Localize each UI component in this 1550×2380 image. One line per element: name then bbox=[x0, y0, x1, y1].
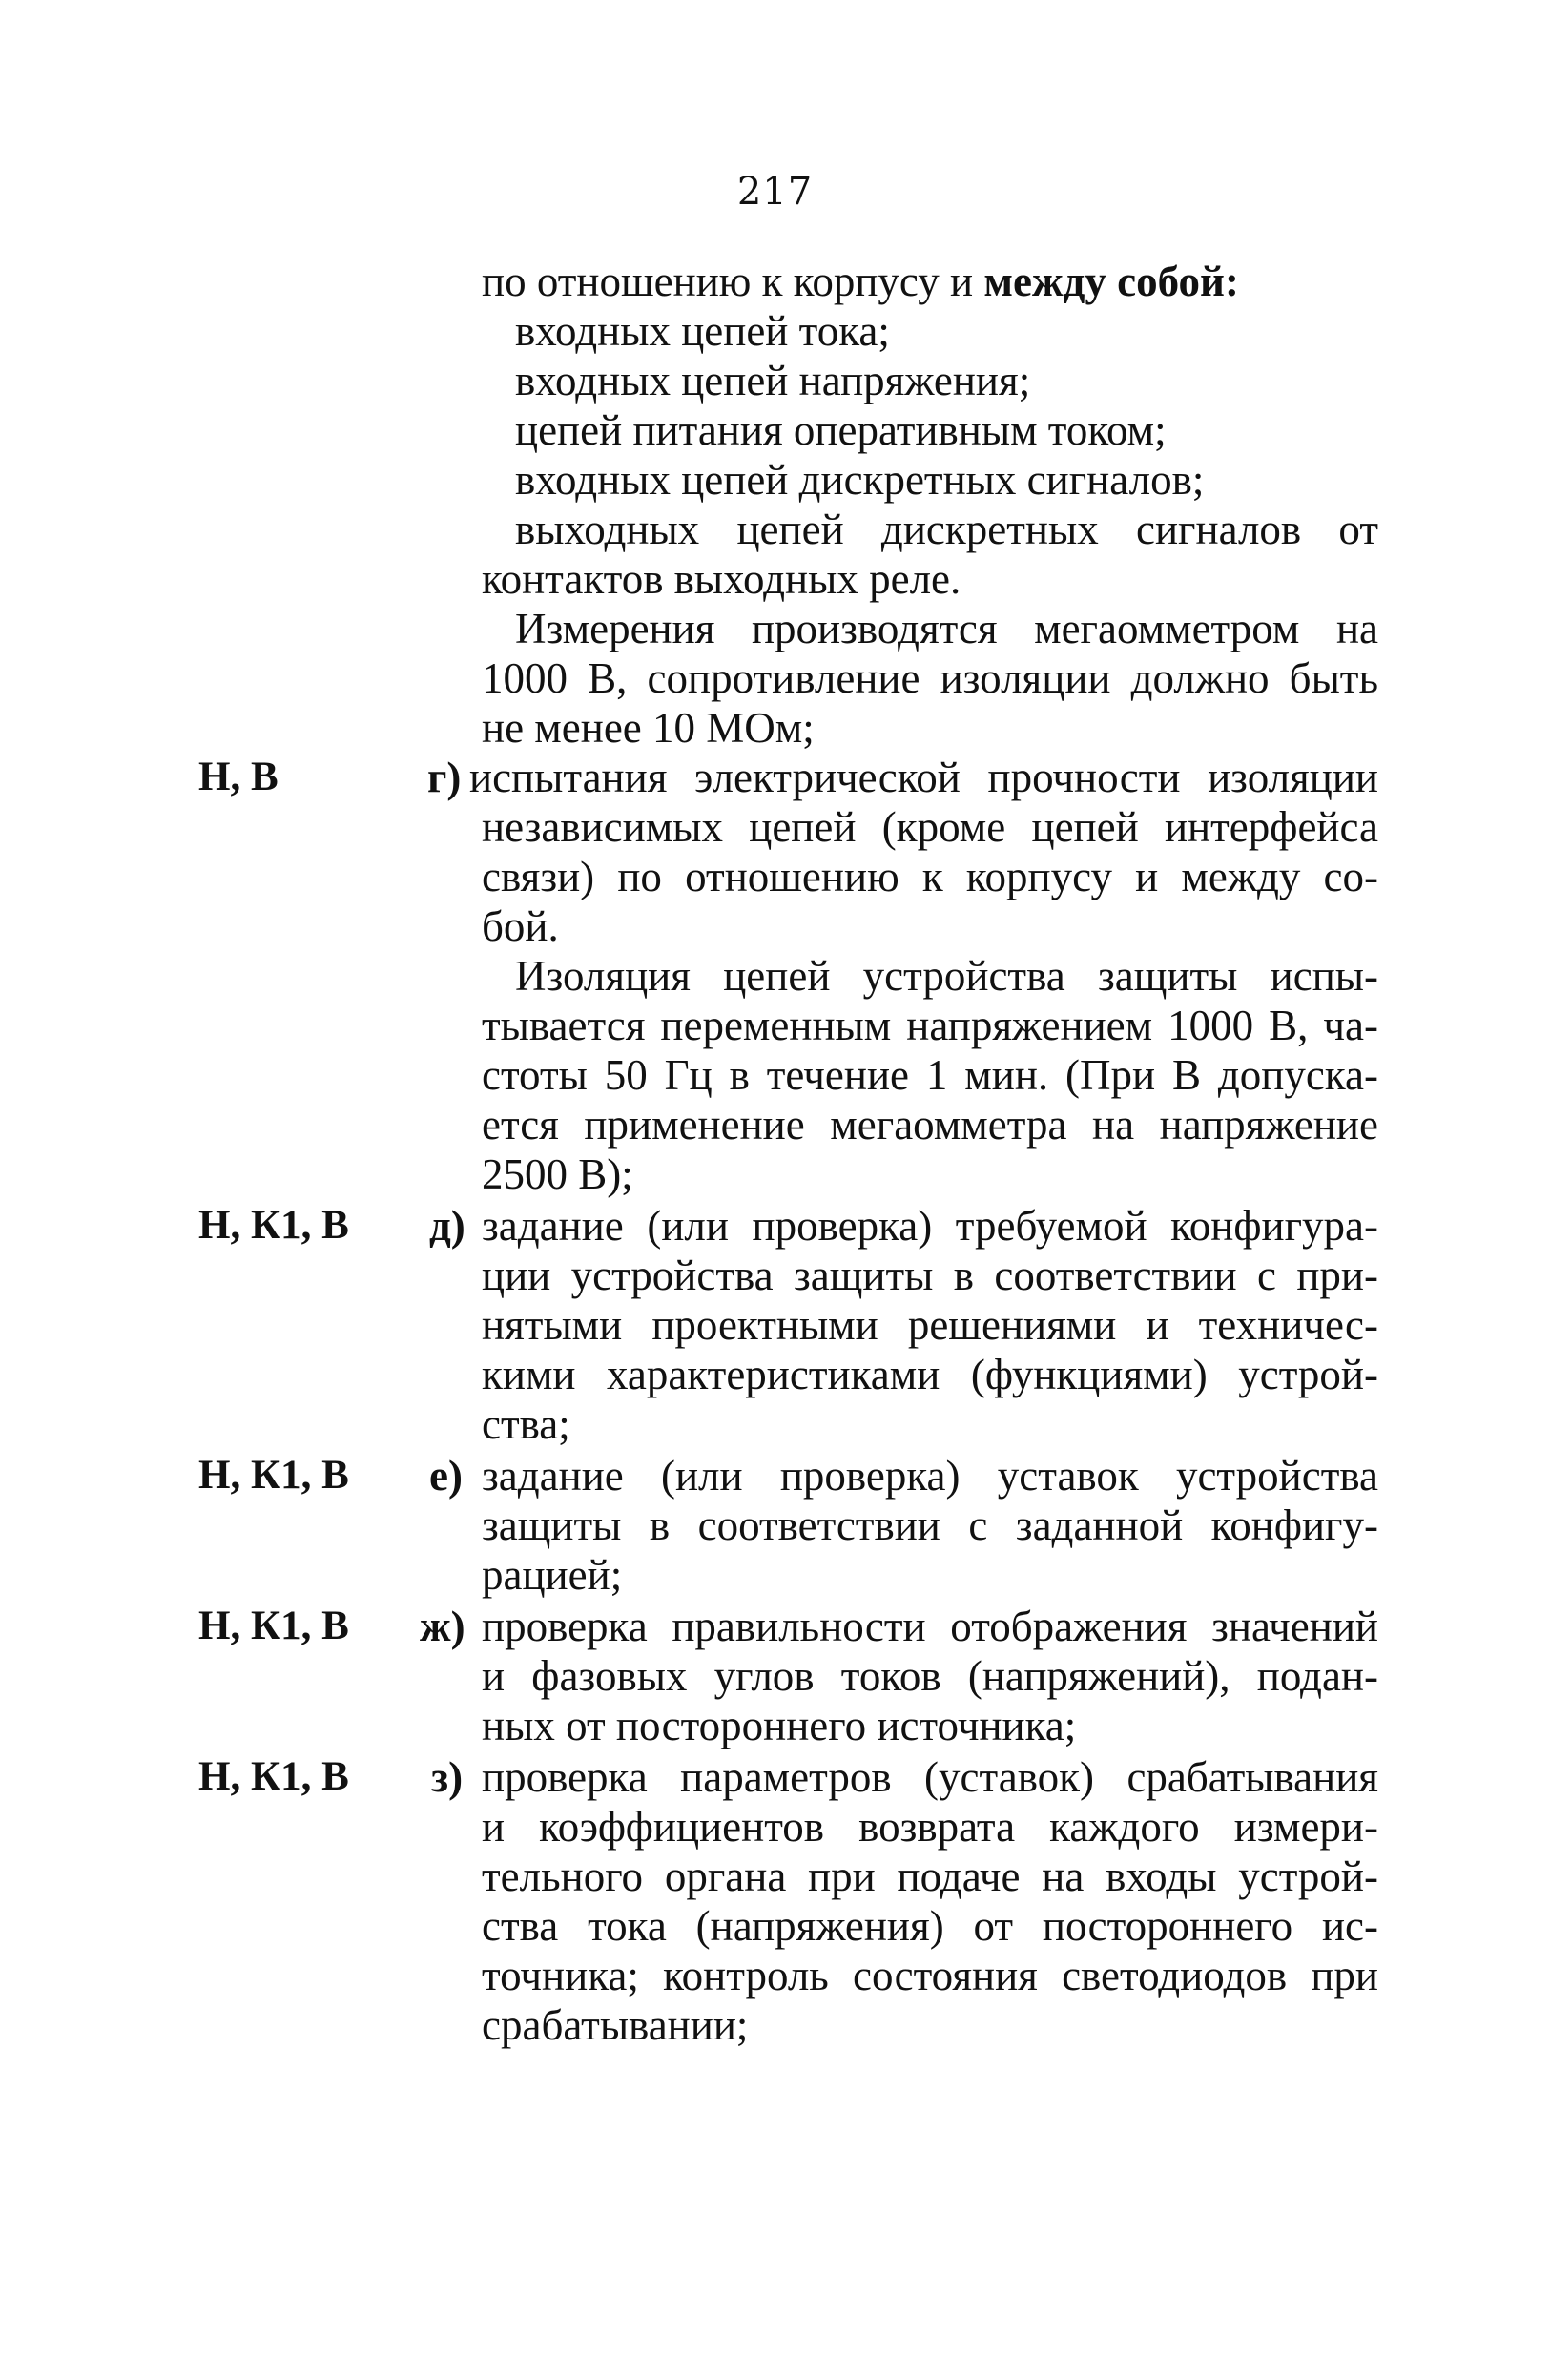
intro-line-1 bbox=[482, 258, 1239, 305]
item-line: проверка правильности отображения значений bbox=[482, 1603, 1378, 1650]
intro-para-line: Измерения производятся мегаомметром на bbox=[515, 605, 1378, 652]
intro-para-line: 1000 В, сопротивление изоляции должно быть bbox=[482, 654, 1378, 702]
page-number: 217 bbox=[736, 170, 814, 214]
item-marker: д) bbox=[429, 1202, 465, 1250]
item-line: задание (или проверка) уставок устройства bbox=[482, 1452, 1378, 1500]
item-line: защиты в соответствии с заданной конфигу- bbox=[482, 1501, 1378, 1549]
item-para-line: тывается переменным напряжением 1000 В, ча- bbox=[482, 1002, 1378, 1049]
intro-line-1-bold: между собой: bbox=[983, 258, 1239, 305]
intro-list-item: входных цепей напряжения; bbox=[515, 357, 1031, 404]
item-line: ции устройства защиты в соответствии с при- bbox=[482, 1252, 1378, 1299]
item-marker: з) bbox=[431, 1753, 464, 1801]
intro-list-item: входных цепей дискретных сигналов; bbox=[515, 456, 1205, 504]
item-line: ства тока (напряжения) от постороннего ис- bbox=[482, 1902, 1378, 1950]
item-line: тельного органа при подаче на входы устрой- bbox=[482, 1852, 1378, 1900]
item-code: Н, К1, В bbox=[198, 1203, 349, 1248]
item-para-line: 2500 В); bbox=[482, 1150, 633, 1198]
item-code: Н, К1, В bbox=[198, 1453, 349, 1498]
item-line: испытания электрической прочности изоляции bbox=[469, 754, 1378, 801]
item-line: задание (или проверка) требуемой конфигура- bbox=[482, 1202, 1378, 1250]
item-code: Н, В bbox=[198, 755, 279, 799]
item-line: проверка параметров (уставок) срабатывания bbox=[482, 1753, 1378, 1801]
intro-list-item: цепей питания оперативным током; bbox=[515, 406, 1167, 454]
item-line: и фазовых углов токов (напряжений), подан- bbox=[482, 1652, 1378, 1700]
intro-line-1-normal: по отношению к корпусу и bbox=[482, 258, 984, 305]
item-para-line: стоты 50 Гц в течение 1 мин. (При В допуска- bbox=[482, 1051, 1378, 1099]
item-marker: г) bbox=[427, 754, 462, 801]
item-marker: е) bbox=[429, 1452, 463, 1500]
item-line: ных от постороннего источника; bbox=[482, 1702, 1077, 1749]
item-line: ства; bbox=[482, 1400, 570, 1448]
item-line: связи) по отношению к корпусу и между со- bbox=[482, 853, 1378, 900]
item-line: срабатывании; bbox=[482, 2001, 749, 2049]
intro-list-item: контактов выходных реле. bbox=[482, 555, 961, 603]
item-line: рацией; bbox=[482, 1551, 623, 1599]
item-marker: ж) bbox=[420, 1603, 465, 1650]
item-line: кими характеристиками (функциями) устрой- bbox=[482, 1351, 1378, 1398]
intro-list-item: выходных цепей дискретных сигналов от bbox=[515, 506, 1378, 553]
item-line: независимых цепей (кроме цепей интерфейса bbox=[482, 803, 1378, 851]
item-code: Н, К1, В bbox=[198, 1754, 349, 1799]
item-code: Н, К1, В bbox=[198, 1604, 349, 1648]
item-para-line: ется применение мегаомметра на напряжение bbox=[482, 1101, 1378, 1149]
item-line: и коэффициентов возврата каждого измери- bbox=[482, 1803, 1378, 1851]
item-line: бой. bbox=[482, 902, 559, 950]
intro-list-item: входных цепей тока; bbox=[515, 307, 890, 355]
item-para-line: Изоляция цепей устройства защиты испы- bbox=[515, 952, 1378, 1000]
intro-para-line: не менее 10 МОм; bbox=[482, 704, 815, 752]
item-line: нятыми проектными решениями и техничес- bbox=[482, 1301, 1378, 1349]
item-line: точника; контроль состояния светодиодов при bbox=[482, 1952, 1378, 1999]
